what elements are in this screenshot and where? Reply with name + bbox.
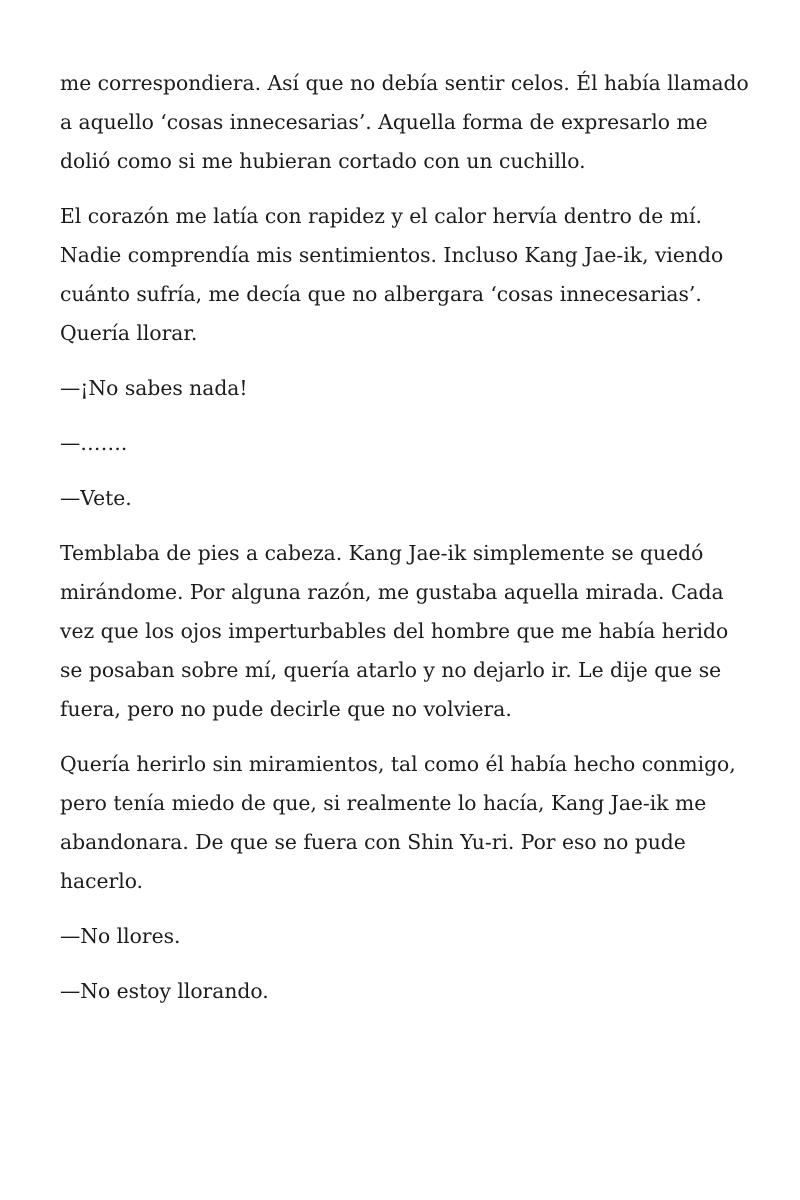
paragraph: Temblaba de pies a cabeza. Kang Jae-ik simplemente se quedó mirándome. Por alguna razón, me gustaba aquella mirada. Cada vez que los ojos imperturbables del hombre que me había herido se posaban sobre mí, quería atarlo y no dejarlo ir. Le dije que se fuera, pero no pude decirle que no volviera. — [60, 541, 729, 721]
paragraph: me correspondiera. Así que no debía sentir celos. Él había llamado a aquello ‘cosas innecesarias’. Aquella forma de expresarlo me dolió como si me hubieran cortado con un cuchillo. — [60, 71, 749, 173]
paragraph: Quería herirlo sin miramientos, tal como él había hecho conmigo, pero tenía miedo de que, si realmente lo hacía, Kang Jae-ik me abandonara. De que se fuera con Shin Yu-ri. Por eso no pude hacerlo. — [60, 752, 736, 893]
paragraph: El corazón me latía con rapidez y el calor hervía dentro de mí. Nadie comprendía mis sentimientos. Incluso Kang Jae-ik, viendo cuánto sufría, me decía que no albergara ‘cosas innecesarias’. Quería llorar. — [60, 204, 724, 345]
dialogue-line: —……. — [60, 431, 128, 455]
dialogue-line: —No llores. — [60, 924, 181, 948]
dialogue-line: —Vete. — [60, 486, 132, 510]
page-body — [60, 64, 750, 1027]
dialogue-line: —No estoy llorando. — [60, 979, 269, 1003]
dialogue-line: —¡No sabes nada! — [60, 376, 248, 400]
